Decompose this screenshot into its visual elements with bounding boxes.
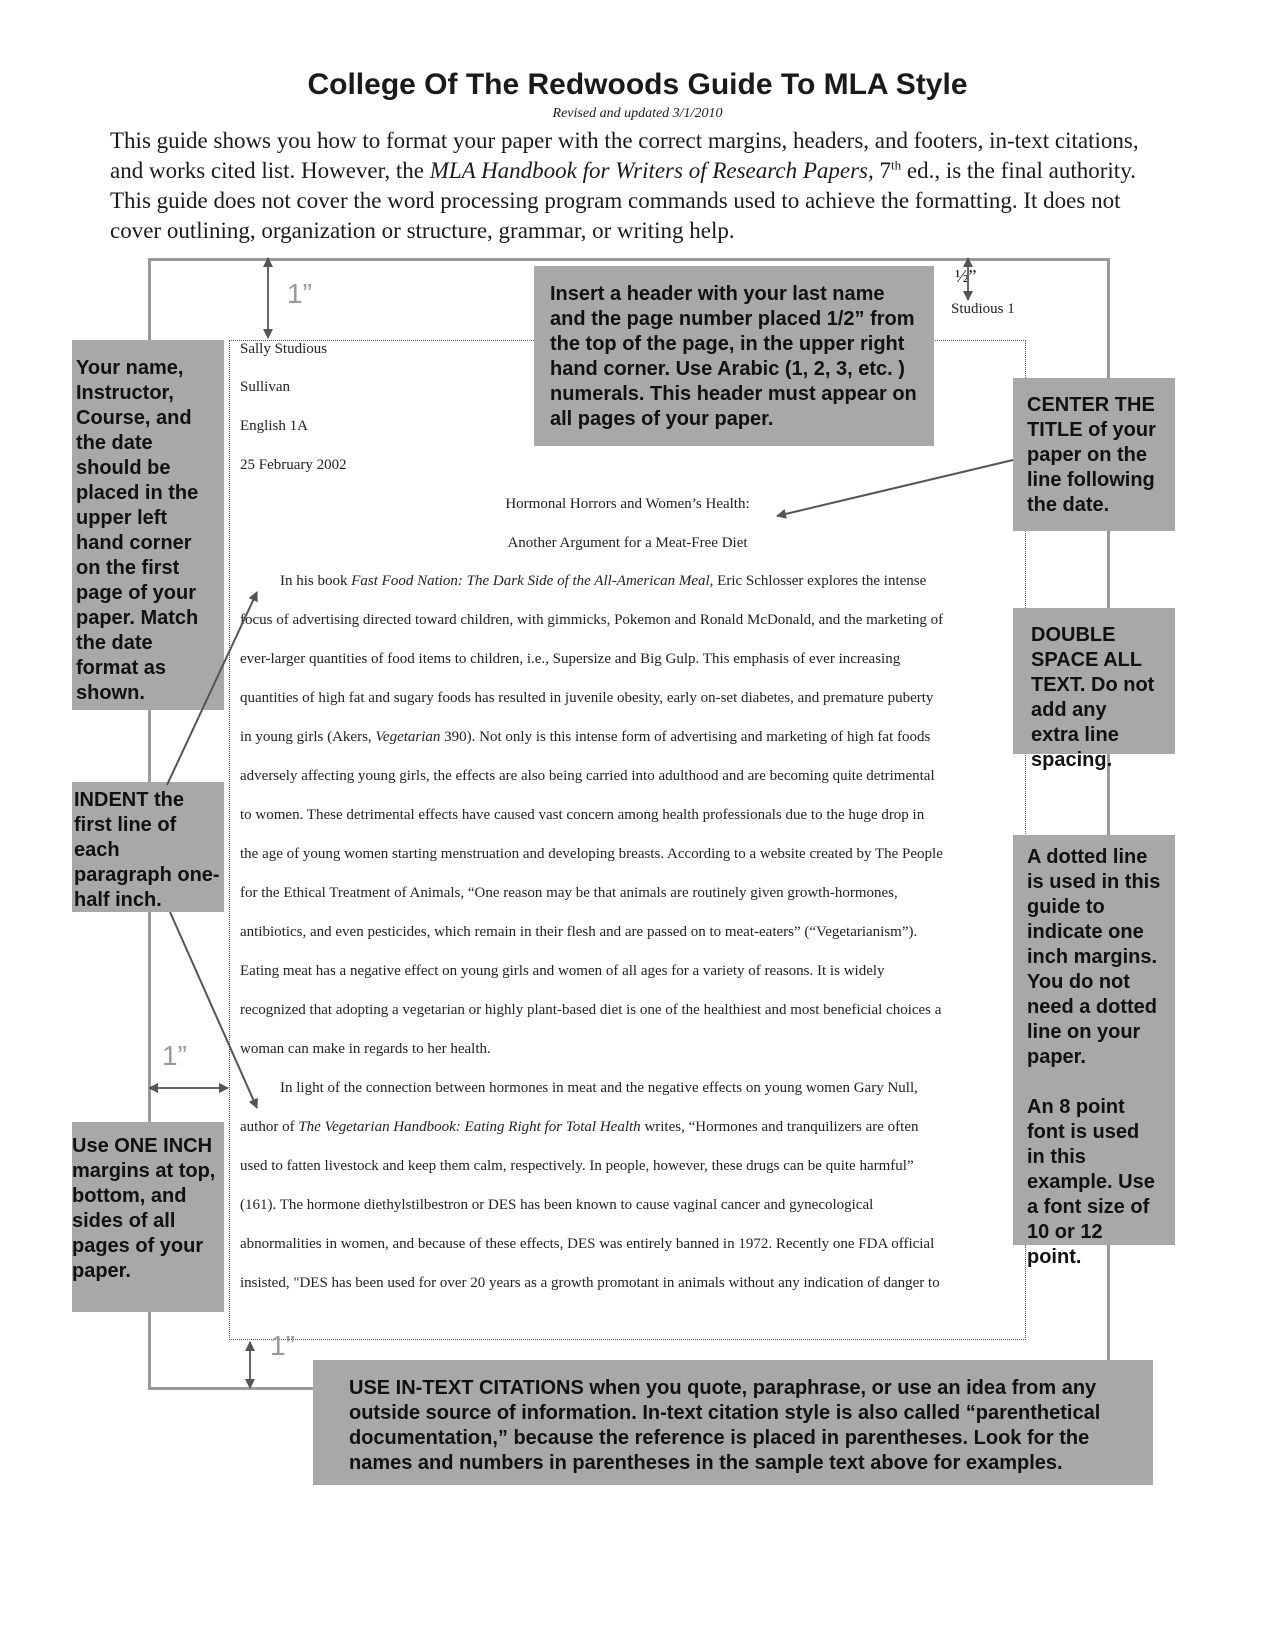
l5-text-a: in young girls (Akers, <box>240 729 376 745</box>
running-head: Studious 1 <box>951 301 1015 317</box>
name-callout-text: Your name, Instructor, Course, and the date should be placed in the upper left hand corner on the first page of your paper. Match the date format as shown. <box>76 357 199 704</box>
indent-callout-text: INDENT the first line of each paragraph one-half inch. <box>74 789 220 911</box>
intro-text-2: ed., is the final authority. This guide does not cover the word processing program commands used to achieve the formatting. It does not cover outlining, organization or structure, grammar, or writing help. <box>110 158 1136 243</box>
paper-title-line-2: Another Argument for a Meat-Free Diet <box>507 535 748 551</box>
dotted-line-callout-text: A dotted line is used in this guide to indicate one inch margins. You do not need a dotted line on your paper. <box>1027 846 1161 1068</box>
header-callout-text: Insert a header with your last name and the page number placed 1/2” from the top of the page, in the upper right hand corner. Use Arabic (1, 2, 3, etc. ) numerals. This header must appear on all pages of your paper. <box>550 283 917 430</box>
body-line: woman can make in regards to her health. <box>240 1041 491 1057</box>
l5-text-b: 390). Not only is this intense form of advertising and marketing of high fat foods <box>440 729 931 745</box>
body-line: abnormalities in women, and because of these effects, DES was entirely banned in 1972. Recently one FDA official <box>240 1236 935 1252</box>
body-line: In light of the connection between hormones in meat and the negative effects on young women Gary Null, <box>280 1080 918 1096</box>
body-line: ever-larger quantities of food items to children, i.e., Supersize and Big Gulp. This emphasis of ever increasing <box>240 651 901 667</box>
revision-date: Revised and updated 3/1/2010 <box>552 106 723 121</box>
header-offset-label: ½” <box>955 266 977 286</box>
body-line: the age of young women starting menstruation and developing breasts. According to a website created by The People <box>240 846 943 862</box>
instructor-name: Sullivan <box>240 379 291 395</box>
body-line: adversely affecting young girls, the effects are also being carried into adulthood and are becoming quite detrimental <box>240 768 935 784</box>
body-line: quantities of high fat and sugary foods has resulted in juvenile obesity, early on-set diabetes, and premature puberty <box>240 690 934 706</box>
top-margin-label: 1” <box>287 278 312 309</box>
p1-text-b: , Eric Schlosser explores the intense <box>709 573 927 589</box>
intro-text-1: This guide shows you how to format your paper with the correct margins, headers, and footers, in-text citations, and works cited list. However, the <box>110 128 1139 183</box>
body-line: used to fatten livestock and keep them calm, respectively. In people, however, these drugs can be quite harmful” <box>240 1158 914 1174</box>
side-margin-label: 1” <box>162 1040 187 1071</box>
page-title: College Of The Redwoods Guide To MLA Style <box>307 68 968 101</box>
paper-title-line-1: Hormonal Horrors and Women’s Health: <box>505 496 750 512</box>
paper-date: 25 February 2002 <box>240 457 347 473</box>
body-line: antibiotics, and even pesticides, which remain in their flesh and are passed on to meat-eaters” (“Vegetarianism”). <box>240 924 918 940</box>
margins-callout-text: Use ONE INCH margins at top, bottom, and sides of all pages of your paper. <box>72 1135 216 1282</box>
body-line: insisted, "DES has been used for over 20 years as a growth promotant in animals without any indication of danger to <box>240 1275 940 1291</box>
p2-text-a: author of <box>240 1119 299 1135</box>
intro-book-title: MLA Handbook for Writers of Research Papers, <box>429 158 874 183</box>
p1-book-title: Fast Food Nation: The Dark Side of the All-American Meal <box>351 573 710 589</box>
indent-arrow-down <box>170 912 257 1108</box>
body-line: to women. These detrimental effects have caused vast concern among health professionals due to the huge drop in <box>240 807 925 823</box>
p1-text-a: In his book <box>280 573 352 589</box>
center-title-arrow <box>777 460 1013 516</box>
intro-edition: 7 <box>873 158 891 183</box>
indent-arrow-up <box>167 592 257 785</box>
citation-callout-text: USE IN-TEXT CITATIONS when you quote, paraphrase, or use an idea from any outside source of information. In-text citation style is also called “parenthetical documentation,” because the reference is placed in parentheses. Look for the names and numbers in parentheses in the sample text above for examples. <box>349 1377 1101 1474</box>
l5-citation-title: Vegetarian <box>375 729 441 745</box>
course-name: English 1A <box>240 418 308 434</box>
bottom-margin-label: 1” <box>270 1330 295 1361</box>
p2-text-b: writes, “Hormones and tranquilizers are often <box>640 1119 919 1135</box>
body-line: recognized that adopting a vegetarian or highly plant-based diet is one of the healthiest and most beneficial choices a <box>240 1002 942 1018</box>
body-line: for the Ethical Treatment of Animals, “One reason may be that animals are routinely given growth-hormones, <box>240 885 898 901</box>
body-line: Eating meat has a negative effect on young girls and women of all ages for a variety of reasons. It is widely <box>240 963 885 979</box>
p2-book-title: The Vegetarian Handbook: Eating Right for Total Health <box>298 1119 641 1135</box>
double-space-callout-text: DOUBLE SPACE ALL TEXT. Do not add any extra line spacing. <box>1031 624 1155 771</box>
body-line: (161). The hormone diethylstilbestron or DES has been known to cause vaginal cancer and gynecological <box>240 1197 874 1213</box>
intro-edition-suffix: th <box>890 157 902 173</box>
font-size-callout-text: An 8 point font is used in this example. Use a font size of 10 or 12 point. <box>1027 1096 1155 1268</box>
center-title-callout-text: CENTER THE TITLE of your paper on the line following the date. <box>1027 394 1156 516</box>
student-name: Sally Studious <box>240 341 328 357</box>
body-line: focus of advertising directed toward children, with gimmicks, Pokemon and Ronald McDonald, and the marketing of <box>240 612 944 628</box>
